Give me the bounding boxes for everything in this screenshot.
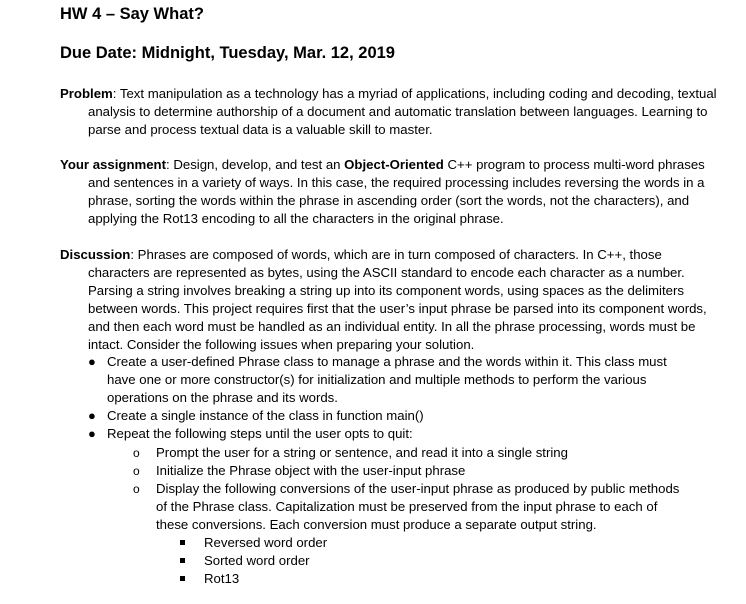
sub-sub-list-item: Sorted word order [204,553,310,568]
list-item: Create a user-defined Phrase class to manage a phrase and the words within it. This class must have one or more constructor(s) for initialization and multiple methods to perform the various operations on the phrase and its words. [107,354,667,405]
problem-paragraph [60,85,718,139]
sub-bullet-marker: o [133,464,140,478]
sub-list-item: Initialize the Phrase object with the user-input phrase [156,463,466,478]
problem-text: : Text manipulation as a technology has a myriad of applications, including coding and decoding, textual analysis to determine authorship of a document and automatic translation between languages. Learning to parse and process textual data is a valuable skill to master. [88,86,717,137]
bullet-marker: ● [88,426,96,441]
bullet-marker: ● [88,408,96,423]
sub-bullet-marker: o [133,446,140,460]
assignment-label: Your assignment [60,157,167,172]
sub-list-item: Display the following conversions of the user-input phrase as produced by public methods of the Phrase class. Capitalization must be preserved from the input phrase to each of these conversions. Each conversion must produce a separate output string. [156,481,680,532]
assignment-paragraph [60,156,718,228]
problem-label: Problem [60,86,113,101]
discussion-text: : Phrases are composed of words, which are in turn composed of characters. In C++, those characters are represented as bytes, using the ASCII standard to encode each character as a number. Parsing a string involves breaking a string up into its component words, using spaces as the delimiters between words. This project requires first that the user’s input phrase be parsed into its component words, and then each word must be handled as an individual entity. In all the phrase processing, words must be intact. Consider the following issues when preparing your solution. [88,247,707,352]
list-item: Create a single instance of the class in function main() [107,408,424,423]
square-bullet-marker [180,540,185,545]
sub-sub-list-item: Reversed word order [204,535,328,550]
discussion-label: Discussion [60,247,131,262]
due-date-heading: Due Date: Midnight, Tuesday, Mar. 12, 2019 [60,44,395,62]
discussion-paragraph [60,246,718,354]
assignment-text-after: C++ program to process multi-word phrases and sentences in a variety of ways. In this case, the required processing includes reversing the words in a phrase, sorting the words within the phrase in ascending order (sort the words, not the characters), and applying the Rot13 encoding to all the characters in the original phrase. [88,157,705,226]
assignment-text-before: : Design, develop, and test an [166,157,345,172]
list-item: Repeat the following steps until the user opts to quit: [107,426,413,441]
sub-list-item: Prompt the user for a string or sentence, and read it into a single string [156,445,568,460]
bullet-marker: ● [88,354,96,369]
sub-sub-list-item: Rot13 [204,571,240,586]
page-title: HW 4 – Say What? [60,5,204,23]
square-bullet-marker [180,576,185,581]
assignment-bold-term: Object-Oriented [344,157,444,172]
sub-bullet-marker: o [133,482,140,496]
square-bullet-marker [180,558,185,563]
